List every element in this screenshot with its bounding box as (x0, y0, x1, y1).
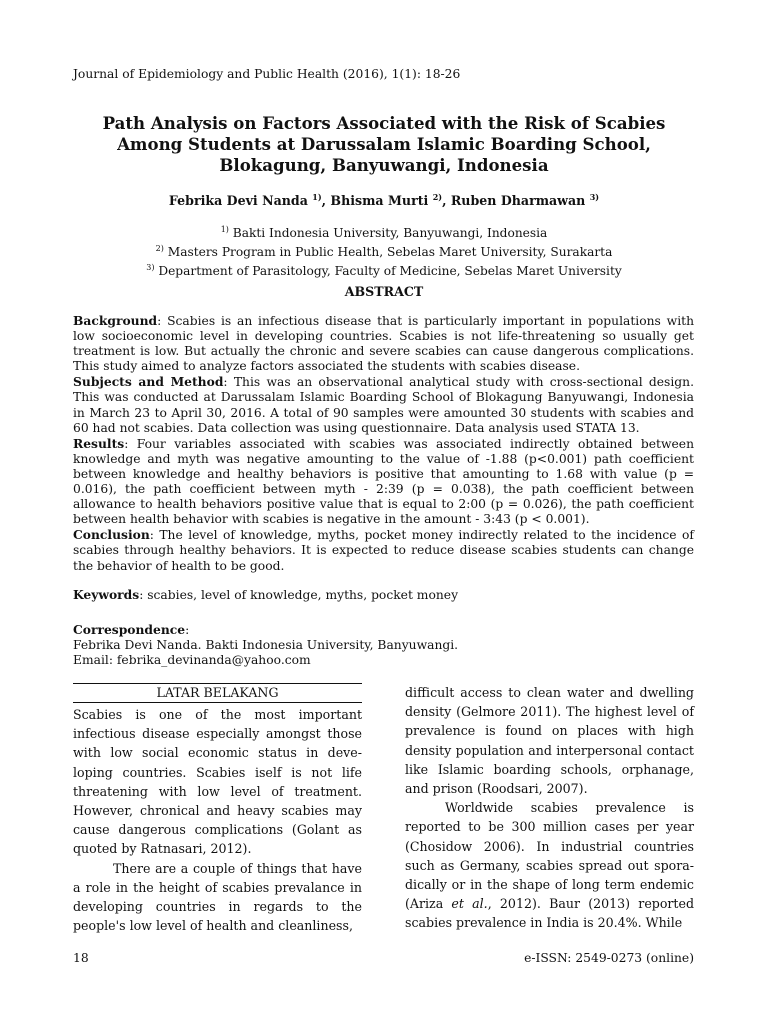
abstract-background: Background: Scabies is an infectious disease that is particularly important in populations with low socioeconomic level in developing countries. Scabies is not life-threatening so usually get treatment is low. But actually the chronic and severe scabies can cause dangerous complications. This study aimed to analyze factors associated the students with scabies disease. (73, 313, 694, 374)
body-paragraph: Worldwide scabies prevalence is reported to be 300 million cases per year (Chosidow 2006). In industrial countries such as Germany, scabies spread out spora-dically or in the shape of long term endemic (Ariza et al., 2012). Baur (2013) reported scabies prevalence in India is 20.4%. While (405, 800, 695, 931)
body-column-right (405, 683, 694, 933)
author-affiliation-mark: 2) (432, 192, 443, 202)
title-line: Among Students at Darussalam Islamic Boarding School, (117, 134, 651, 154)
affiliation-list (60, 222, 708, 279)
journal-citation: Journal of Epidemiology and Public Health (2016), 1(1): 18-26 (73, 67, 461, 81)
correspondence-email: Email: febrika_devinanda@yahoo.com (73, 653, 311, 667)
author-name: Ruben Dharmawan (450, 193, 586, 209)
author-affiliation-mark: 3) (589, 192, 600, 202)
issn: e-ISSN: 2549-0273 (online) (524, 951, 694, 965)
title-line: Blokagung, Banyuwangi, Indonesia (219, 155, 549, 175)
affiliation: $^{3)}$ Department of Parasitology, Faculty of Medicine, Sebelas Maret University (146, 263, 622, 279)
body-paragraph: Scabies is one of the most important infectious disease especially amongst those with low social economic status in deve-loping countries. Scabies iself is not life threatening with low level of treatment. However, chronical and heavy scabies may cause dangerous complications (Golant as quoted by Ratnasari, 2012). (73, 707, 362, 857)
body-column-left (73, 683, 362, 935)
affiliation: $^{1)}$ Bakti Indonesia University, Banyuwangi, Indonesia (220, 225, 548, 241)
article-title (60, 113, 708, 176)
abstract-conclusion: Conclusion: The level of knowledge, myths, pocket money indirectly related to the incidence of scabies through healthy behaviors. It is expected to reduce disease scabies students can change the behavior of health to be good. (73, 527, 694, 573)
correspondence-address: Febrika Devi Nanda. Bakti Indonesia University, Banyuwangi. (73, 638, 459, 652)
author-list: Febrika Devi Nanda $^{1)}$, Bhisma Murti $^{2)}$, Ruben Dharmawan $^{3)}$ (168, 192, 600, 209)
correspondence-heading: Correspondence: (73, 622, 190, 637)
body-paragraph: difficult access to clean water and dwelling density (Gelmore 2011). The highest level of prevalence is found on places with high density population and interpersonal contact like Islamic boarding schools, orphanage, and prison (Roodsari, 2007). (405, 685, 694, 797)
section-heading: LATAR BELAKANG (73, 683, 362, 703)
abstract-results: Results: Four variables associated with scabies was associated indirectly obtained between knowledge and myth was negative amounting to the value of -1.88 (p<0.001) path coefficient between knowledge and healthy behaviors is positive that amounting to 1.68 with value (p = 0.016), the path coefficient between myth - 2:39 (p = 0.038), the path coefficient between allowance to health behaviors positive value that is equal to 2:00 (p = 0.026), the path coefficient between health behavior with scabies is negative in the amount - 3:43 (p < 0.001). (73, 435, 694, 527)
abstract-heading: ABSTRACT (344, 284, 424, 299)
keywords: Keywords: scabies, level of knowledge, myths, pocket money (73, 587, 459, 602)
author-name: Bhisma Murti (330, 193, 429, 209)
abstract-body (73, 313, 694, 574)
affiliation: $^{2)}$ Masters Program in Public Health, Sebelas Maret University, Surakarta (155, 244, 613, 260)
correspondence (73, 622, 694, 668)
title-line: Path Analysis on Factors Associated with the Risk of Scabies (102, 113, 666, 133)
author-affiliation-mark: 1) (312, 192, 322, 202)
page-number: 18 (73, 951, 89, 965)
author-name: Febrika Devi Nanda (168, 193, 308, 209)
body-paragraph: There are a couple of things that have a role in the height of scabies prevalance in developing countries in regards to the people's low level of health and cleanliness, (73, 860, 362, 934)
abstract-method: Subjects and Method: This was an observational analytical study with cross-sectional design. This was conducted at Darussalam Islamic Boarding School of Blokagung Banyuwangi, Indonesia in March 23 to April 30, 2016. A total of 90 samples were amounted 30 students with scabies and 60 had not scabies. Data collection was using questionnaire. Data analysis used STATA 13. (73, 374, 694, 435)
